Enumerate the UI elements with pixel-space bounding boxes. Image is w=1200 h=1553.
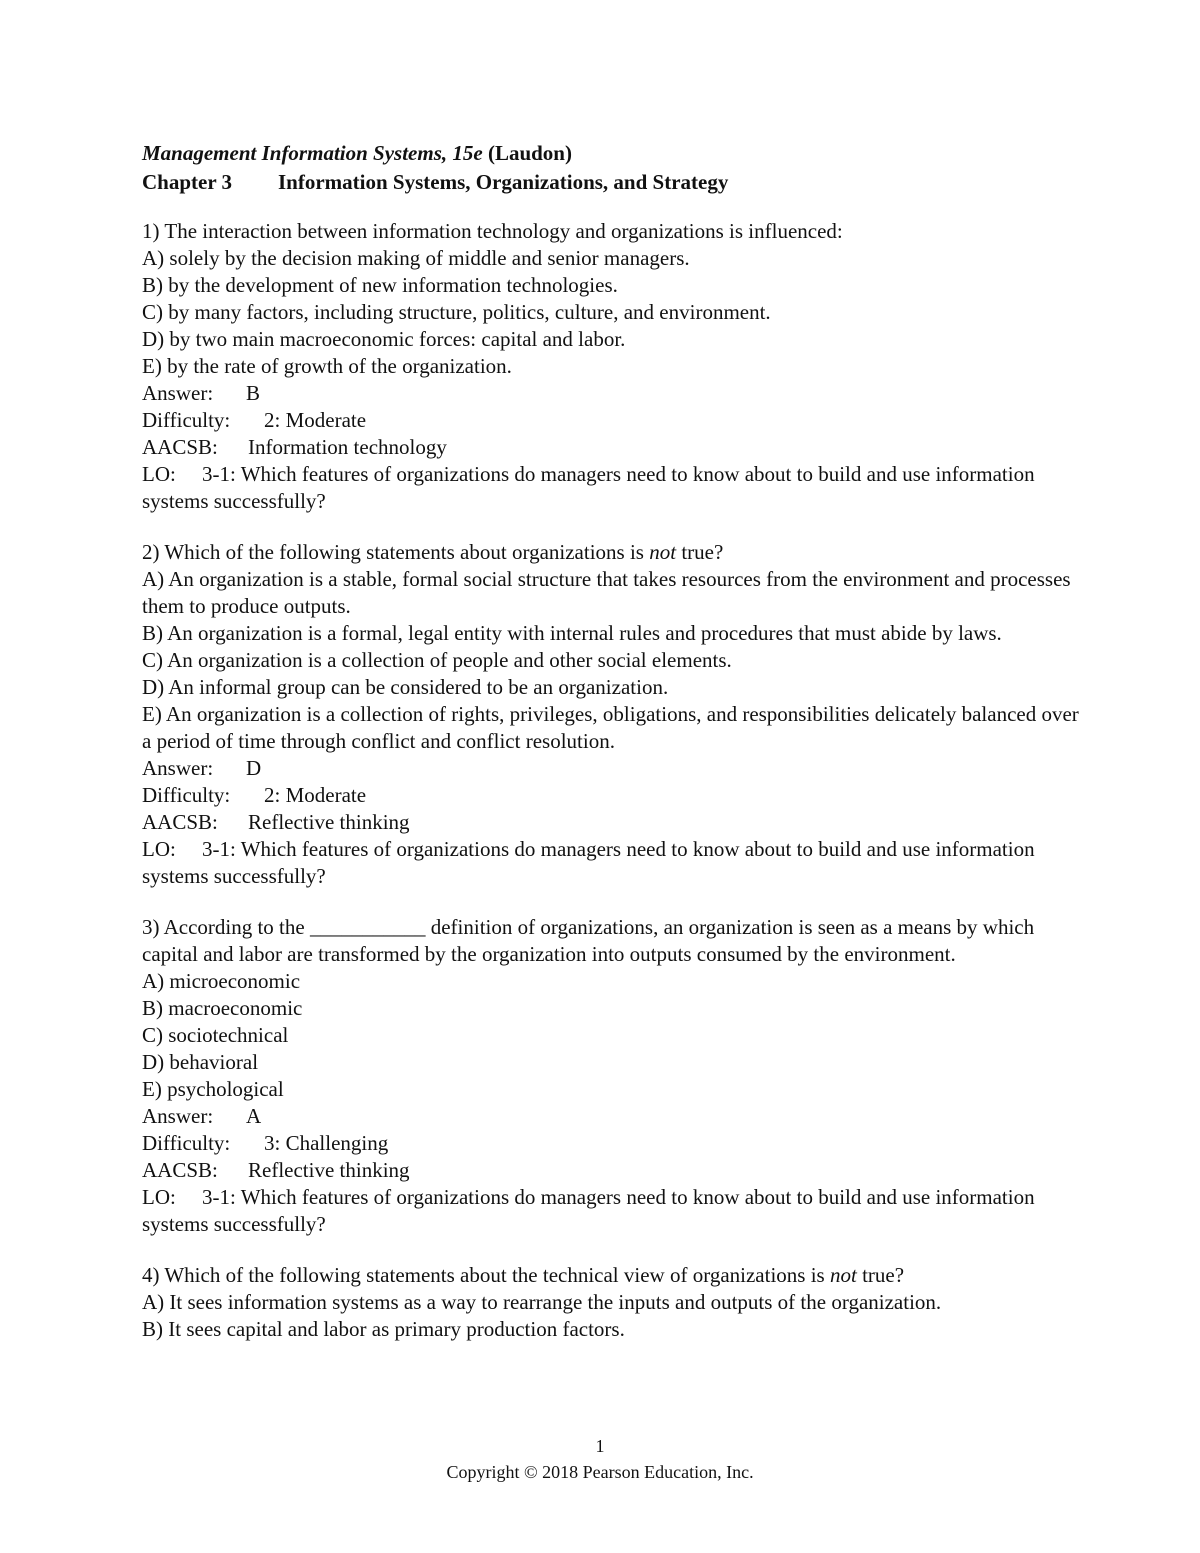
question-stem <box>142 539 1082 566</box>
option-b: B) by the development of new information technologies. <box>142 273 618 297</box>
aacsb-label: AACSB: <box>142 435 218 459</box>
aacsb-label: AACSB: <box>142 810 218 834</box>
option-b: B) It sees capital and labor as primary production factors. <box>142 1317 625 1341</box>
lo-row <box>142 1184 1082 1238</box>
lo-value: 3-1: Which features of organizations do managers need to know about to build and use information systems successfully? <box>142 462 1035 513</box>
stem-emphasis: not <box>829 1263 857 1287</box>
option-c: C) An organization is a collection of people and other social elements. <box>142 648 732 672</box>
question-2 <box>142 539 1082 890</box>
option-a: A) microeconomic <box>142 969 301 993</box>
answer-label: Answer: <box>142 756 214 780</box>
aacsb-row <box>142 434 1082 461</box>
answer-label: Answer: <box>142 381 214 405</box>
stem-text-end: true? <box>676 540 724 564</box>
lo-value: 3-1: Which features of organizations do managers need to know about to build and use information systems successfully? <box>142 1185 1035 1236</box>
answer-label: Answer: <box>142 1104 214 1128</box>
aacsb-label: AACSB: <box>142 1158 218 1182</box>
option-b: B) An organization is a formal, legal entity with internal rules and procedures that must abide by laws. <box>142 621 1002 645</box>
answer-value: A <box>246 1104 262 1128</box>
book-author: (Laudon) <box>482 141 572 165</box>
answer-value: D <box>246 756 262 780</box>
question-1 <box>142 218 1082 515</box>
aacsb-value: Reflective thinking <box>248 1158 410 1182</box>
difficulty-label: Difficulty: <box>142 1131 231 1155</box>
option-c: C) by many factors, including structure, politics, culture, and environment. <box>142 300 771 324</box>
question-4 <box>142 1262 1082 1343</box>
difficulty-row <box>142 782 1082 809</box>
copyright-notice: Copyright © 2018 Pearson Education, Inc. <box>446 1462 754 1482</box>
question-3 <box>142 914 1082 1238</box>
stem-text: 2) Which of the following statements about organizations is <box>142 540 650 564</box>
lo-label: LO: <box>142 1185 176 1209</box>
lo-row <box>142 461 1082 515</box>
book-title <box>142 140 1082 167</box>
stem-text-end: true? <box>856 1263 905 1287</box>
stem-text: 4) Which of the following statements about the technical view of organizations is <box>142 1263 830 1287</box>
option-b: B) macroeconomic <box>142 996 303 1020</box>
document-page <box>142 140 1082 1343</box>
question-stem <box>142 1262 1082 1289</box>
answer-value: B <box>246 381 261 405</box>
option-d: D) An informal group can be considered to be an organization. <box>142 675 669 699</box>
question-stem: 3) According to the ___________ definition of organizations, an organization is seen as a means by which capital and labor are transformed by the organization into outputs consumed by the environment. <box>142 915 1035 966</box>
difficulty-value: 3: Challenging <box>264 1131 389 1155</box>
difficulty-label: Difficulty: <box>142 783 231 807</box>
difficulty-value: 2: Moderate <box>264 783 367 807</box>
option-c: C) sociotechnical <box>142 1023 289 1047</box>
chapter-label: Chapter 3 <box>142 170 233 194</box>
option-a: A) An organization is a stable, formal social structure that takes resources from the environment and processes them to produce outputs. <box>142 567 1071 618</box>
page-number: 1 <box>595 1436 605 1456</box>
stem-emphasis: not <box>649 540 677 564</box>
difficulty-row <box>142 407 1082 434</box>
answer-row <box>142 1103 1082 1130</box>
option-e: E) An organization is a collection of rights, privileges, obligations, and responsibilities delicately balanced over a period of time through conflict and conflict resolution. <box>142 702 1079 753</box>
chapter-title: Information Systems, Organizations, and Strategy <box>278 170 729 194</box>
difficulty-row <box>142 1130 1082 1157</box>
lo-row <box>142 836 1082 890</box>
lo-label: LO: <box>142 462 176 486</box>
option-e: E) psychological <box>142 1077 284 1101</box>
option-d: D) behavioral <box>142 1050 259 1074</box>
option-a: A) solely by the decision making of middle and senior managers. <box>142 246 690 270</box>
option-a: A) It sees information systems as a way to rearrange the inputs and outputs of the organization. <box>142 1290 942 1314</box>
aacsb-row <box>142 1157 1082 1184</box>
answer-row <box>142 755 1082 782</box>
question-stem: 1) The interaction between information technology and organizations is influenced: <box>142 219 843 243</box>
difficulty-label: Difficulty: <box>142 408 231 432</box>
aacsb-value: Reflective thinking <box>248 810 410 834</box>
option-d: D) by two main macroeconomic forces: capital and labor. <box>142 327 626 351</box>
aacsb-row <box>142 809 1082 836</box>
book-title-italic: Management Information Systems, 15e <box>142 141 483 165</box>
aacsb-value: Information technology <box>248 435 447 459</box>
answer-row <box>142 380 1082 407</box>
option-e: E) by the rate of growth of the organization. <box>142 354 512 378</box>
chapter-heading <box>142 169 1082 196</box>
lo-value: 3-1: Which features of organizations do managers need to know about to build and use information systems successfully? <box>142 837 1035 888</box>
difficulty-value: 2: Moderate <box>264 408 367 432</box>
lo-label: LO: <box>142 837 176 861</box>
